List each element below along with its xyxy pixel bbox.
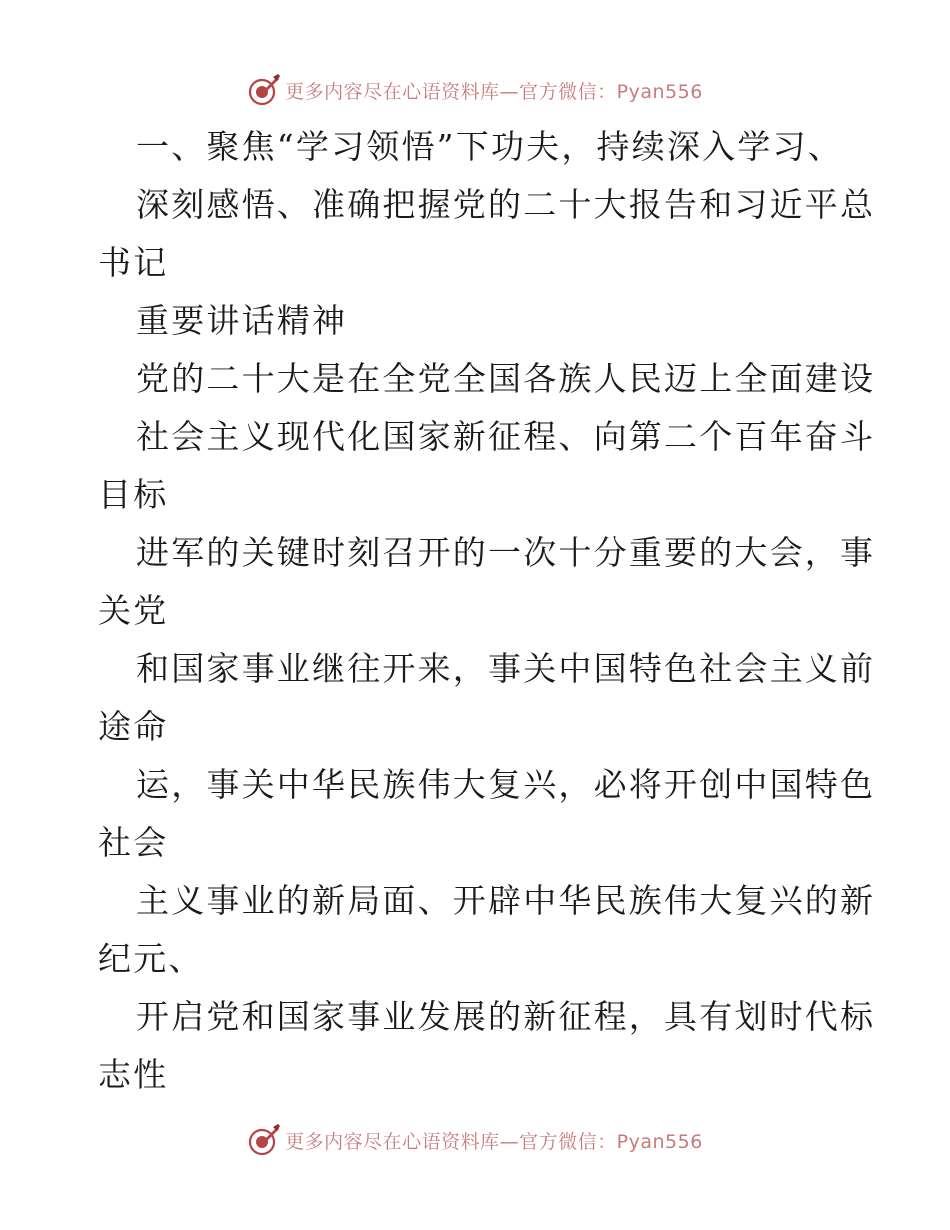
- paragraph-line: 关党: [98, 591, 169, 630]
- paragraph-line: 纪元、: [98, 939, 204, 978]
- header-banner-text: 更多内容尽在心语资料库—官方微信：Pyan556: [285, 80, 703, 103]
- pen-nib-circle-icon: [247, 73, 281, 107]
- paragraph-line: 社会: [98, 823, 169, 862]
- document-body: [98, 118, 876, 1104]
- footer-banner-text: 更多内容尽在心语资料库—官方微信：Pyan556: [285, 1130, 703, 1153]
- pen-nib-circle-icon: [247, 1123, 281, 1157]
- paragraph-line: 途命: [98, 707, 169, 746]
- paragraph-line: 目标: [98, 475, 169, 514]
- paragraph-line: 进军的关键时刻召开的一次十分重要的大会，事: [136, 533, 876, 572]
- footer-banner: [0, 1120, 950, 1160]
- paragraph-line: 党的二十大是在全党全国各族人民迈上全面建设: [136, 359, 876, 398]
- paragraph-line: 主义事业的新局面、开辟中华民族伟大复兴的新: [136, 881, 876, 920]
- paragraph-line: 和国家事业继往开来，事关中国特色社会主义前: [136, 649, 876, 688]
- paragraph-line: 社会主义现代化国家新征程、向第二个百年奋斗: [136, 417, 876, 456]
- paragraph-line: 书记: [98, 243, 169, 282]
- header-banner: [0, 70, 950, 110]
- paragraph-line: 一、聚焦“学习领悟”下功夫，持续深入学习、: [136, 127, 843, 166]
- paragraph-line: 志性: [98, 1055, 169, 1094]
- paragraph-line: 开启党和国家事业发展的新征程，具有划时代标: [136, 997, 876, 1036]
- paragraph-line: 运，事关中华民族伟大复兴，必将开创中国特色: [136, 765, 876, 804]
- paragraph-line: 重要讲话精神: [136, 301, 348, 340]
- paragraph-line: 深刻感悟、准确把握党的二十大报告和习近平总: [136, 185, 876, 224]
